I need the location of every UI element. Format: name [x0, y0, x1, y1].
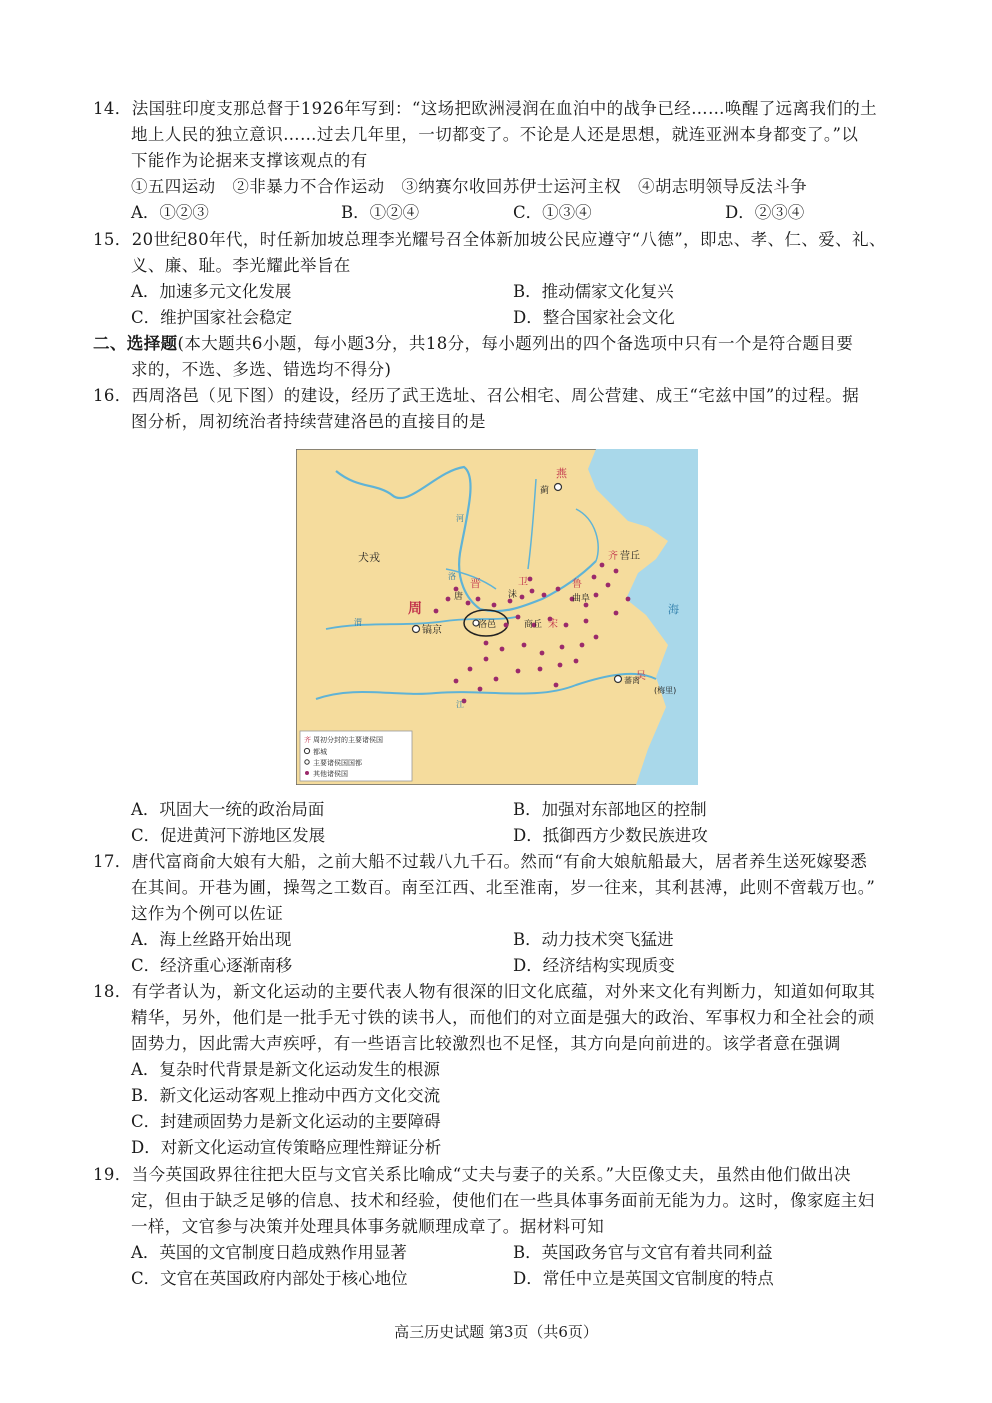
map-label-wei: 卫 — [518, 577, 528, 588]
q15-option-c[interactable]: C．维护国家社会稳定 — [131, 308, 293, 327]
q17-line-2: 在其间。开巷为圃，操驾之工数百。南至江西、北至淮南，岁一往来，其利甚溥，此则不啻载万也。” — [131, 878, 876, 897]
svg-text:齐: 齐 — [304, 736, 311, 744]
map-label-yan: 燕 — [556, 467, 567, 480]
q19-line-1: 19．当今英国政界往往把大臣与文官关系比喻成“丈夫与妻子的关系。”大臣像丈夫，虽然由他们做出决 — [93, 1165, 851, 1184]
q16-option-c[interactable]: C．促进黄河下游地区发展 — [131, 826, 326, 845]
q18-option-b[interactable]: B．新文化运动客观上推动中西方文化交流 — [131, 1086, 441, 1105]
section2-instructions-1: (本大题共6小题，每小题3分，共18分，每小题列出的四个备选项中只有一个是符合题目要 — [177, 334, 854, 353]
map-label-qi: 齐 — [608, 551, 618, 562]
map-fanli-marker — [615, 676, 622, 683]
q19-option-c[interactable]: C．文官在英国政府内部处于核心地位 — [131, 1269, 408, 1288]
q15-option-b[interactable]: B．推动儒家文化复兴 — [513, 282, 674, 301]
q14-line-1: 14．法国驻印度支那总督于1926年写到：“这场把欧洲浸润在血泊中的战争已经……唤醒了远离我们的土 — [93, 99, 878, 118]
q17-option-b[interactable]: B．动力技术突飞猛进 — [513, 930, 674, 949]
legend-item-capital: 都城 — [313, 748, 327, 756]
map-label-zhou: 周 — [408, 601, 422, 617]
map-label-river-jiang: 江 — [456, 700, 464, 709]
map-label-yingqiu: 营丘 — [620, 551, 640, 562]
q17-line-3: 这作为个例可以佐证 — [131, 904, 284, 923]
map-label-shangqiu: 商丘 — [524, 620, 543, 630]
q18-option-c[interactable]: C．封建顽固势力是新文化运动的主要障碍 — [131, 1112, 441, 1131]
map-label-sea: 海 — [668, 603, 679, 616]
map-label-haojing: 镐京 — [422, 625, 442, 636]
q18-line-2: 精华，另外，他们是一批手无寸铁的读书人，而他们的对立面是强大的政治、军事权力和全社会的顽 — [131, 1008, 875, 1027]
section2-instructions-2: 求的，不选、多选、错选均不得分) — [131, 360, 392, 379]
q19-line-3: 一样，文官参与决策并处理具体事务就顺理成章了。据材料可知 — [131, 1217, 605, 1236]
q18-option-a[interactable]: A．复杂时代背景是新文化运动发生的根源 — [131, 1060, 440, 1079]
q18-option-d[interactable]: D．对新文化运动宣传策略应理性辩证分析 — [131, 1138, 442, 1157]
map-label-song: 宋 — [548, 619, 558, 630]
q19-option-a[interactable]: A．英国的文官制度日趋成熟作用显著 — [131, 1243, 407, 1262]
q17-line-1: 17．唐代富商俞大娘有大船，之前大船不过载八九千石。然而“有俞大娘航船最大，居者养生送死嫁娶悉 — [93, 852, 868, 871]
section2-heading: 二、选择题 — [93, 334, 178, 353]
map-label-river-luo: 洛 — [448, 572, 456, 581]
q14-line-3: 下能作为论据来支撑该观点的有 — [131, 151, 368, 170]
q19-option-d[interactable]: D．常任中立是英国文官制度的特点 — [513, 1269, 774, 1288]
map-label-river-wei: 渭 — [354, 618, 362, 627]
q14-option-d[interactable]: D．②③④ — [725, 203, 805, 222]
q14-option-a[interactable]: A．①②③ — [131, 203, 209, 222]
q15-line-2: 义、廉、耻。李光耀此举旨在 — [131, 256, 351, 275]
legend-item-main-fiefs: 周初分封的主要诸侯国 — [313, 736, 383, 744]
map-label-fanli: 蕃离 — [624, 676, 640, 685]
map-label-jin: 晋 — [470, 577, 481, 590]
q15-line-1: 15．20世纪80年代，时任新加坡总理李光耀号召全体新加坡公民应遵守“八德”，即忠、孝、仁、爱、礼、 — [93, 230, 886, 249]
map-haojing-marker — [413, 626, 420, 633]
q15-option-d[interactable]: D．整合国家社会文化 — [513, 308, 675, 327]
q17-option-d[interactable]: D．经济结构实现质变 — [513, 956, 675, 975]
map-ji-marker — [555, 484, 562, 491]
page-footer: 高三历史试题 第3页（共6页） — [394, 1323, 598, 1341]
q14-option-b[interactable]: B．①②④ — [341, 203, 420, 222]
q14-items: ①五四运动 ②非暴力不合作运动 ③纳赛尔收回苏伊士运河主权 ④胡志明领导反法斗争 — [131, 177, 807, 196]
section2-heading-line — [93, 331, 853, 357]
map-label-tang: 唐 — [454, 592, 464, 602]
map-label-wu: 吴 — [636, 671, 646, 682]
q14-line-2: 地上人民的独立意识……过去几年里，一切都变了。不论是人还是思想，就连亚洲本身都变了。”以 — [131, 125, 859, 144]
q16-line-1: 16．西周洛邑（见下图）的建设，经历了武王选址、召公相宅、周公营建、成王“宅兹中国”的过程。据 — [93, 386, 860, 405]
map-label-luoyi: 洛邑 — [478, 620, 497, 630]
map-label-meili: (梅里) — [654, 686, 677, 695]
map-label-ji: 蓟 — [540, 486, 550, 496]
q16-option-d[interactable]: D．抵御西方少数民族进攻 — [513, 826, 708, 845]
q17-option-c[interactable]: C．经济重心逐渐南移 — [131, 956, 293, 975]
q19-line-2: 定，但由于缺乏足够的信息、技术和经验，使他们在一些具体事务面前无能为力。这时，像家庭主妇 — [131, 1191, 875, 1210]
map-label-qufu: 曲阜 — [572, 594, 591, 604]
luoyi-map — [296, 449, 698, 785]
map-label-river-he: 河 — [456, 514, 464, 523]
q16-line-2: 图分析，周初统治者持续营建洛邑的直接目的是 — [131, 412, 486, 431]
q18-line-3: 固势力，因此需大声疾呼，有一些语言比较激烈也不足怪，其方向是向前进的。该学者意在强调 — [131, 1034, 841, 1053]
legend-item-fief-capital: 主要诸侯国国都 — [313, 759, 362, 767]
map-label-lu: 鲁 — [572, 579, 582, 590]
map-label-quanrong: 犬戎 — [358, 551, 380, 564]
q14-option-c[interactable]: C．①③④ — [513, 203, 592, 222]
map-label-mo: 沬 — [508, 590, 518, 600]
map-legend — [300, 731, 412, 781]
q18-line-1: 18．有学者认为，新文化运动的主要代表人物有很深的旧文化底蕴，对外来文化有判断力，知道如何取其 — [93, 982, 876, 1001]
q15-option-a[interactable]: A．加速多元文化发展 — [131, 282, 292, 301]
legend-item-other-fiefs: 其他诸侯国 — [313, 770, 348, 778]
q17-option-a[interactable]: A．海上丝路开始出现 — [131, 930, 292, 949]
q16-option-a[interactable]: A．巩固大一统的政治局面 — [131, 800, 325, 819]
q19-option-b[interactable]: B．英国政务官与文官有着共同利益 — [513, 1243, 773, 1262]
q16-option-b[interactable]: B．加强对东部地区的控制 — [513, 800, 707, 819]
